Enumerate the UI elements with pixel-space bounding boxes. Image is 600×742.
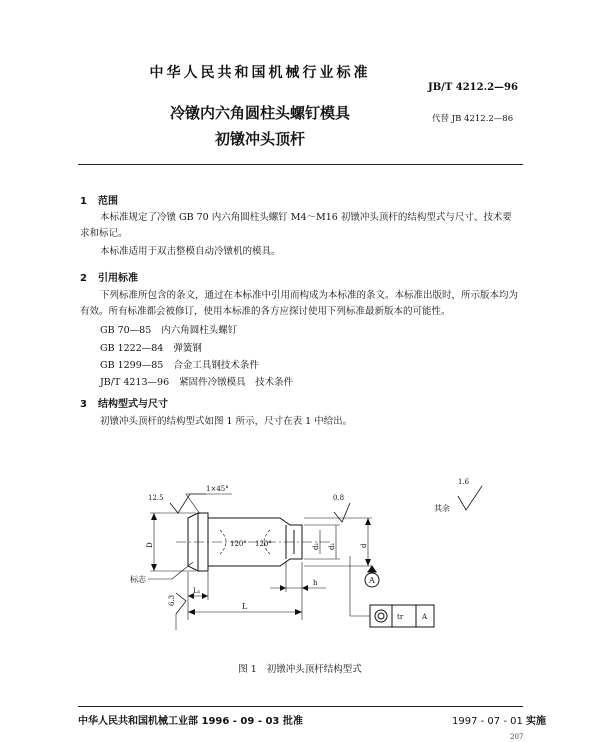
issuer-approval: 中华人民共和国机械工业部 1996 - 09 - 03 批准	[78, 716, 303, 727]
document-subtitle: 初镦冲头顶杆	[214, 130, 305, 148]
figure-number: 图 1	[238, 664, 257, 675]
implementation-date	[452, 712, 546, 727]
roughness-6-3: 6.3	[168, 594, 176, 606]
section-number: 1	[80, 196, 87, 207]
roughness-rest-value: 1.6	[458, 478, 470, 486]
reference-code: GB 70—85	[100, 325, 152, 336]
document-title: 冷镦内六角圆柱头螺钉模具	[169, 104, 350, 122]
section-title: 引用标准	[98, 273, 138, 284]
section-number: 2	[80, 273, 87, 284]
section-1-paragraph-1: 本标准规定了冷镦 GB 70 内六角圆柱头螺钉 M4～M16 初镦冲头顶杆的结构型式与尺寸、技术要求和标记。	[80, 212, 512, 239]
reference-name: 合金工具钢技术条件	[173, 360, 259, 371]
reference-code: JB/T 4213—96	[100, 377, 170, 388]
tolerance-datum: A	[422, 613, 428, 621]
roughness-rest-label: 其余	[434, 504, 450, 513]
reference-name: 紧固件冷镦模具 技术条件	[179, 377, 294, 388]
dim-h: h	[313, 579, 318, 587]
section-1-paragraph-2: 本标准适用于双击整模自动冷镦机的模具。	[100, 246, 281, 257]
dim-d: d	[360, 543, 368, 548]
replaces-note: 代替 JB 4212.2—86	[432, 114, 514, 124]
datum-label: A	[369, 576, 375, 585]
reference-code: GB 1222—84	[100, 343, 164, 354]
marking-label: 标志	[130, 575, 146, 584]
tolerance-value: tr	[397, 613, 404, 621]
dim-L: L	[242, 602, 248, 611]
angle-1: 120°	[230, 540, 247, 548]
dim-D: D	[146, 542, 154, 548]
section-3-paragraph-1: 初镦冲头顶杆的结构型式如图 1 所示，尺寸在表 1 中给出。	[100, 416, 353, 427]
standard-number: JB/T 4212.2—96	[428, 82, 518, 93]
chamfer-label: 1×45°	[206, 485, 229, 493]
section-title: 范围	[98, 196, 118, 207]
reference-code: GB 1299—85	[100, 360, 164, 371]
section-2-paragraph-1: 下列标准所包含的条文，通过在本标准中引用而构成为本标准的条文。本标准出版时，所示版本均为有效。所有标准都会被修订，使用本标准的各方应探讨使用下列标准最新版本的可能性。	[80, 290, 519, 317]
angle-2: 120°	[255, 540, 272, 548]
dim-d1-inner: d₁	[312, 542, 320, 550]
dim-d1-outer: d₁	[328, 542, 336, 550]
impl-date: 1997 - 07 - 01	[452, 716, 523, 727]
figure-caption-text: 初镦冲头顶杆结构型式	[266, 664, 362, 675]
reference-name: 内六角圆柱头螺钉	[161, 325, 238, 336]
reference-name: 弹簧钢	[173, 343, 202, 354]
roughness-0-8: 0.8	[333, 494, 345, 502]
page-number: 207	[510, 733, 524, 741]
footer-rule	[78, 706, 523, 707]
dim-L1: L₁	[193, 587, 201, 595]
standard-title: 中华人民共和国机械行业标准	[149, 65, 371, 81]
section-title: 结构型式与尺寸	[98, 399, 168, 410]
figure-caption	[0, 661, 600, 675]
section-number: 3	[80, 399, 87, 410]
impl-label: 实施	[526, 716, 547, 727]
roughness-12-5: 12.5	[148, 494, 164, 502]
